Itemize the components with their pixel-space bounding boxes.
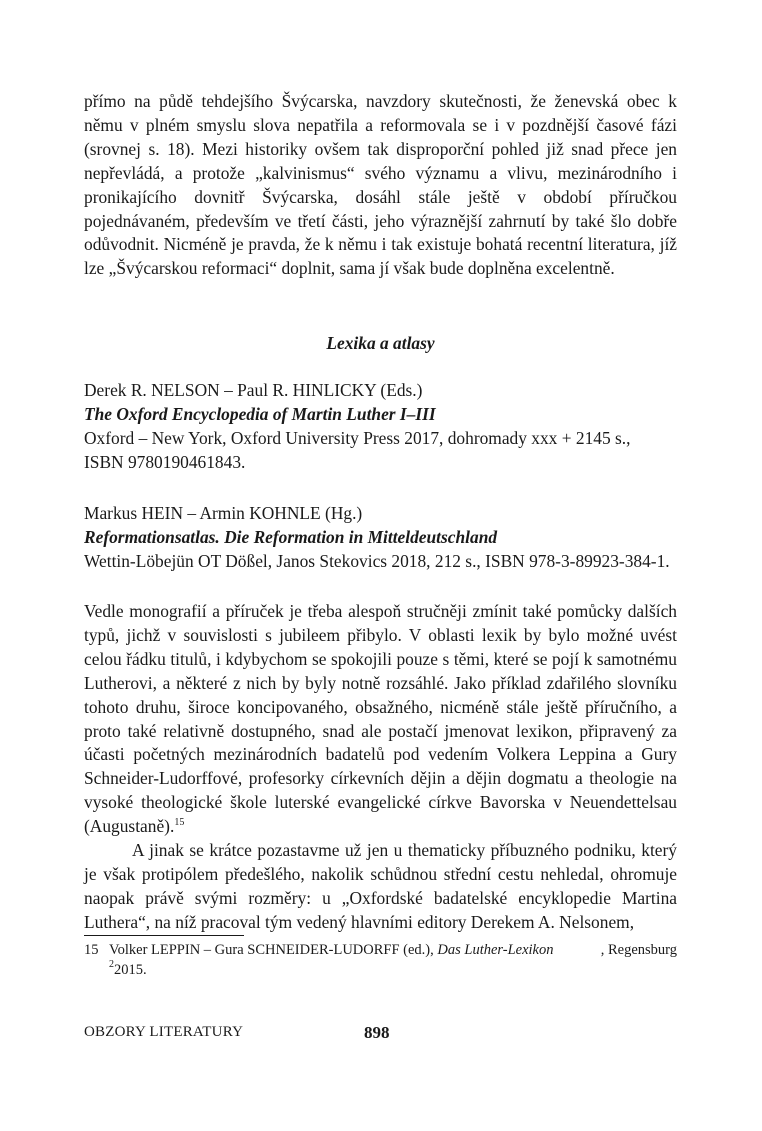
bibliography-entry [84, 379, 677, 475]
footnote-place: , Regensburg [600, 942, 677, 958]
bibliography-entry [84, 502, 677, 574]
footnote-line [84, 960, 677, 980]
entry-title: The Oxford Encyclopedia of Martin Luther I–III [84, 403, 436, 424]
intro-paragraph: přímo na půdě tehdejšího Švýcarska, navzdory skutečnosti, že ženevská obec k němu v plném smyslu slova nepatřila a reformovala se i v pozdnější časové fázi (srovnej s. 18). Mezi historiky ovšem tak disproporční pohled již snad přece jen nepřevládá, a protože „kalvinismus“ svého významu a vlivu, mezinárodního i pronikajícího dovnitř Švýcarska, dosáhl stále ještě v období příručkou pojednávaném, především ve třetí části, jeho výraznější zahrnutí by také šlo dobře odůvodnit. Nicméně je pravda, že k němu i tak existuje bohatá recentní literatura, jíž lze „Švýcarskou reformaci“ doplnit, sama jí však bude doplněna excelentně. [84, 91, 677, 279]
body-paragraph [84, 600, 677, 839]
entry-imprint-isbn: ISBN 9780190461843. [84, 451, 246, 472]
page-footer [84, 1024, 677, 1048]
footnote-line [84, 940, 677, 960]
body-paragraph: A jinak se krátce pozastavme už jen u thematicky příbuzného podniku, který je však protipólem předešlého, nakolik schůdnou střední cestu nehledal, ohromuje naopak právě svými rozměry: u „Oxfordské badatelské encyklopedie Martina Luthera“, na níž pracoval tým vedený hlavními editory Derekem A. Nelsonem, [84, 840, 677, 932]
body-paragraph-text: Vedle monografií a příruček je třeba alespoň stručněji zmínit také pomůcky dalších typů, jichž v souvislosti s jubileem přibylo. V oblasti lexik by bylo možné uvést celou řádku titulů, i kdybychom se spokojili pouze s těmi, které se pojí k samotnému Lutherovi, a některé z nich by byly notně rozsáhlé. Jako příklad zdařilého slovníku tohoto druhu, široce koncipovaného, obsažného, nicméně stále ještě příručního, a proto také relativně dostupného, snad ale postačí jmenovat lexikon, připravený za účasti početných mezinárodních badatelů pod vedením Volkera Leppina a Gury Schneider-Ludorffové, profesorky církevních dějin a dějin dogmatu a theologie na vysoké theologické škole luterské evangelické církve Bavorska v Neuendettelsau (Augustaně). [84, 601, 677, 837]
body-text-block [84, 600, 677, 935]
entry-imprint: Wettin-Löbejün OT Dößel, Janos Stekovics 2018, 212 s., ISBN 978-3-89923-384-1. [84, 550, 670, 571]
footnote-authors: Volker LEPPIN – Gura SCHNEIDER-LUDORFF (ed.), [109, 942, 434, 958]
entry-imprint: Oxford – New York, Oxford University Press 2017, dohromady xxx + 2145 s., [84, 427, 631, 448]
footnote-edition: 2 [109, 959, 114, 970]
footnote-reference[interactable]: 15 [174, 817, 185, 829]
entry-title: Reformationsatlas. Die Reformation in Mitteldeutschland [84, 526, 498, 547]
entry-authors: Markus HEIN – Armin KOHNLE (Hg.) [84, 503, 363, 523]
footnote-body [84, 940, 554, 960]
footnote-number: 15 [84, 942, 99, 958]
journal-name: OBZORY LITERATURY [84, 1024, 244, 1040]
footnote [84, 940, 677, 980]
entry-authors: Derek R. NELSON – Paul R. HINLICKY (Eds.) [84, 380, 423, 400]
section-heading: Lexika a atlasy [326, 333, 435, 353]
footnote-title: Das Luther-Lexikon [437, 942, 554, 958]
footnote-divider [84, 935, 244, 936]
intro-paragraph-block [84, 90, 677, 281]
footnote-year: 2015. [114, 962, 147, 978]
page-number: 898 [364, 1023, 390, 1042]
